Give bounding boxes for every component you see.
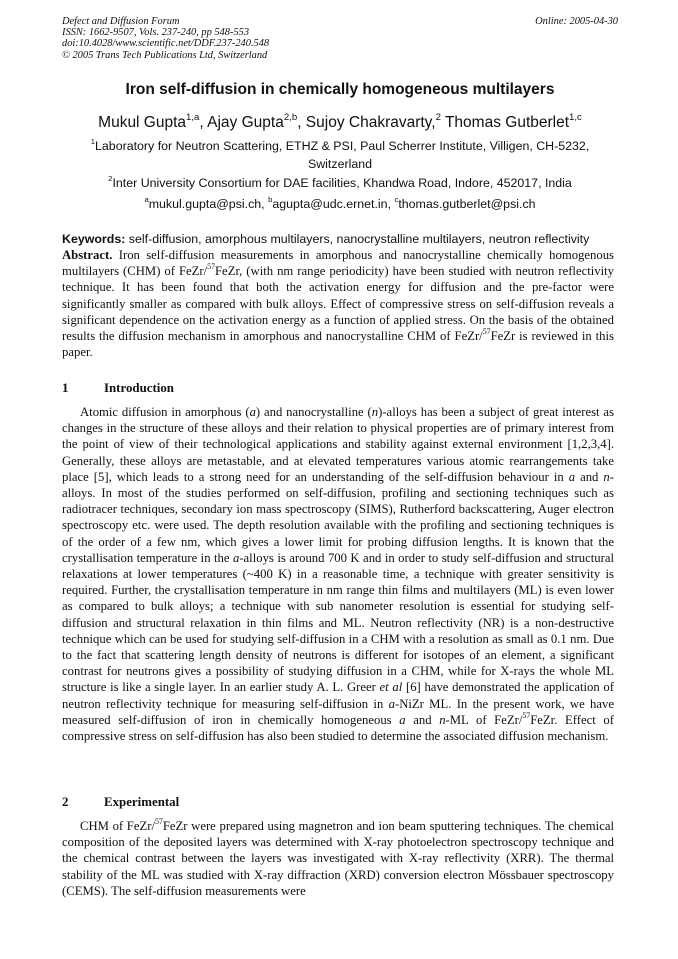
author-affiliation-mark: 2	[435, 111, 441, 123]
journal-name: Defect and Diffusion Forum	[62, 16, 180, 27]
page-header	[62, 16, 618, 61]
author-name: , Ajay Gupta	[199, 114, 284, 131]
abstract-label: Abstract.	[62, 248, 113, 262]
affiliation-text: Inter University Consortium for DAE facilities, Khandwa Road, Indore, 452017, India	[112, 176, 572, 190]
author-list	[62, 111, 618, 132]
email-line	[80, 195, 600, 213]
section-heading-experimental: 2 Experimental	[62, 795, 180, 809]
abstract: Abstract. Iron self-diffusion measurements in amorphous and nanocrystalline chemically homogenous multilayers (CHM) of FeZr/$^{57}$FeZr, (with nm range periodicity) have been studied with neutron reflectivity technique. It has been found that both the activation energy for diffusion and the pre-factor were significantly smaller as compared with bulk alloys. Effect of compressive stress on self-diffusion reveals a significant dependence on the activation energy as a function of applied stress. On the basis of the obtained results the diffusion mechanism in amorphous and nanocrystalline CHM of FeZr/$^{57}$FeZr is reviewed in this paper.	[62, 248, 614, 360]
experimental-paragraph: CHM of FeZr/$^{57}$FeZr were prepared using magnetron and ion beam sputtering techniques. The chemical composition of the deposited layers was determined with X-ray photoelectron spectroscopy technique and the chemical contrast between the layers was investigated with X-ray reflectivity (XRR). The thermal stability of the ML was studied with X-ray diffraction (XRD) conversion electron Mössbauer spectroscopy (CEMS). The self-diffusion measurements were	[62, 816, 614, 898]
affiliation-text: Switzerland	[307, 157, 373, 171]
email-mark: c	[394, 195, 399, 205]
section-heading-introduction: 1 Introduction	[62, 381, 174, 395]
issn: ISSN: 1662-9507, Vols. 237-240, pp 548-553	[62, 27, 250, 39]
affiliation-2	[80, 174, 600, 192]
email-mark: a	[144, 195, 149, 205]
author-name: Mukul Gupta	[98, 114, 187, 131]
keywords-label: Keywords:	[62, 232, 126, 246]
keywords	[62, 232, 614, 246]
copyright: © 2005 Trans Tech Publications Ltd, Switzerland	[62, 49, 268, 61]
author-affiliation-mark: 1,c	[569, 111, 582, 123]
email-link[interactable]: thomas.gutberlet@psi.ch	[398, 197, 536, 211]
affiliation-mark: 1	[90, 137, 96, 147]
paper-title: Iron self-diffusion in chemically homogeneous multilayers	[125, 81, 555, 98]
email-mark: b	[268, 195, 273, 205]
affiliation-text: Laboratory for Neutron Scattering, ETHZ & PSI, Paul Scherrer Institute, Villigen, CH-5232,	[95, 139, 590, 153]
author-name: , Sujoy Chakravarty,	[297, 114, 436, 131]
author-affiliation-mark: 2,b	[283, 111, 298, 123]
introduction-paragraph: Atomic diffusion in amorphous (a) and nanocrystalline (n)-alloys has been a subject of great interest as changes in the structure of these alloys and their relation to physical properties are of primary interest from the point of view of their technological applications and stability against external environment [1,2,3,4]. Generally, these alloys are metastable, and at elevated temperatures various atomic rearrangements take place [5], which leads to a strong need for an understanding of the self-diffusion behaviour in a and n-alloys. In most of the studies performed on self-diffusion, profiling and sectioning techniques such as radiotracer techniques, secondary ion mass spectroscopy (SIMS), Rutherford backscattering, Auger electron spectroscopy etc. were used. The depth resolution available with the profiling and sectioning techniques is of the order of a few nm, which gives a lower limit for probing diffusion lengths. It is known that the crystallisation temperature in the a-alloys is around 700 K and in order to study self-diffusion and structural relaxations at lower temperatures (~400 K) in a reasonable time, a technique with greater sensitivity is required. Further, the crystallisation temperature in nm range thin films and multilayers (ML) is even lower as compared to bulk alloys; a technique with sub nanometer resolution is essential for studying self-diffusion and structural relaxation in thin films and ML. Neutron reflectivity (NR) is a non-destructive technique which can be used for studying self-diffusion in a CHM with a resolution as small as 0.1 nm. Due to the fact that scattering length density of neutrons is different for isotopes of an element, a significant contrast for neutrons gives a possibility of studying diffusion in a CHM, while for X-rays the whole ML structure is like a single layer. In an earlier study A. L. Greer et al [6] have demonstrated the application of neutron reflectivity technique for measuring self-diffusion in a-NiZr ML. In the present work, we have measured self-diffusion of iron in chemically homogeneous a and n-ML of FeZr/$^{57}$FeZr. Effect of compressive stress on self-diffusion has also been studied to determine the associated diffusion mechanism.	[62, 405, 615, 744]
affiliation-1	[80, 137, 600, 173]
author-affiliation-mark: 1,a	[186, 111, 200, 123]
online-date: Online: 2005-04-30	[535, 16, 618, 27]
email-link[interactable]: agupta@udc.ernet.in,	[272, 197, 395, 211]
doi: doi:10.4028/www.scientific.net/DDF.237-240.548	[62, 38, 270, 50]
author-name: Thomas Gutberlet	[440, 114, 570, 131]
keywords-text: self-diffusion, amorphous multilayers, nanocrystalline multilayers, neutron reflectivity	[125, 232, 590, 246]
affiliation-mark: 2	[108, 174, 113, 184]
email-link[interactable]: mukul.gupta@psi.ch,	[148, 197, 269, 211]
